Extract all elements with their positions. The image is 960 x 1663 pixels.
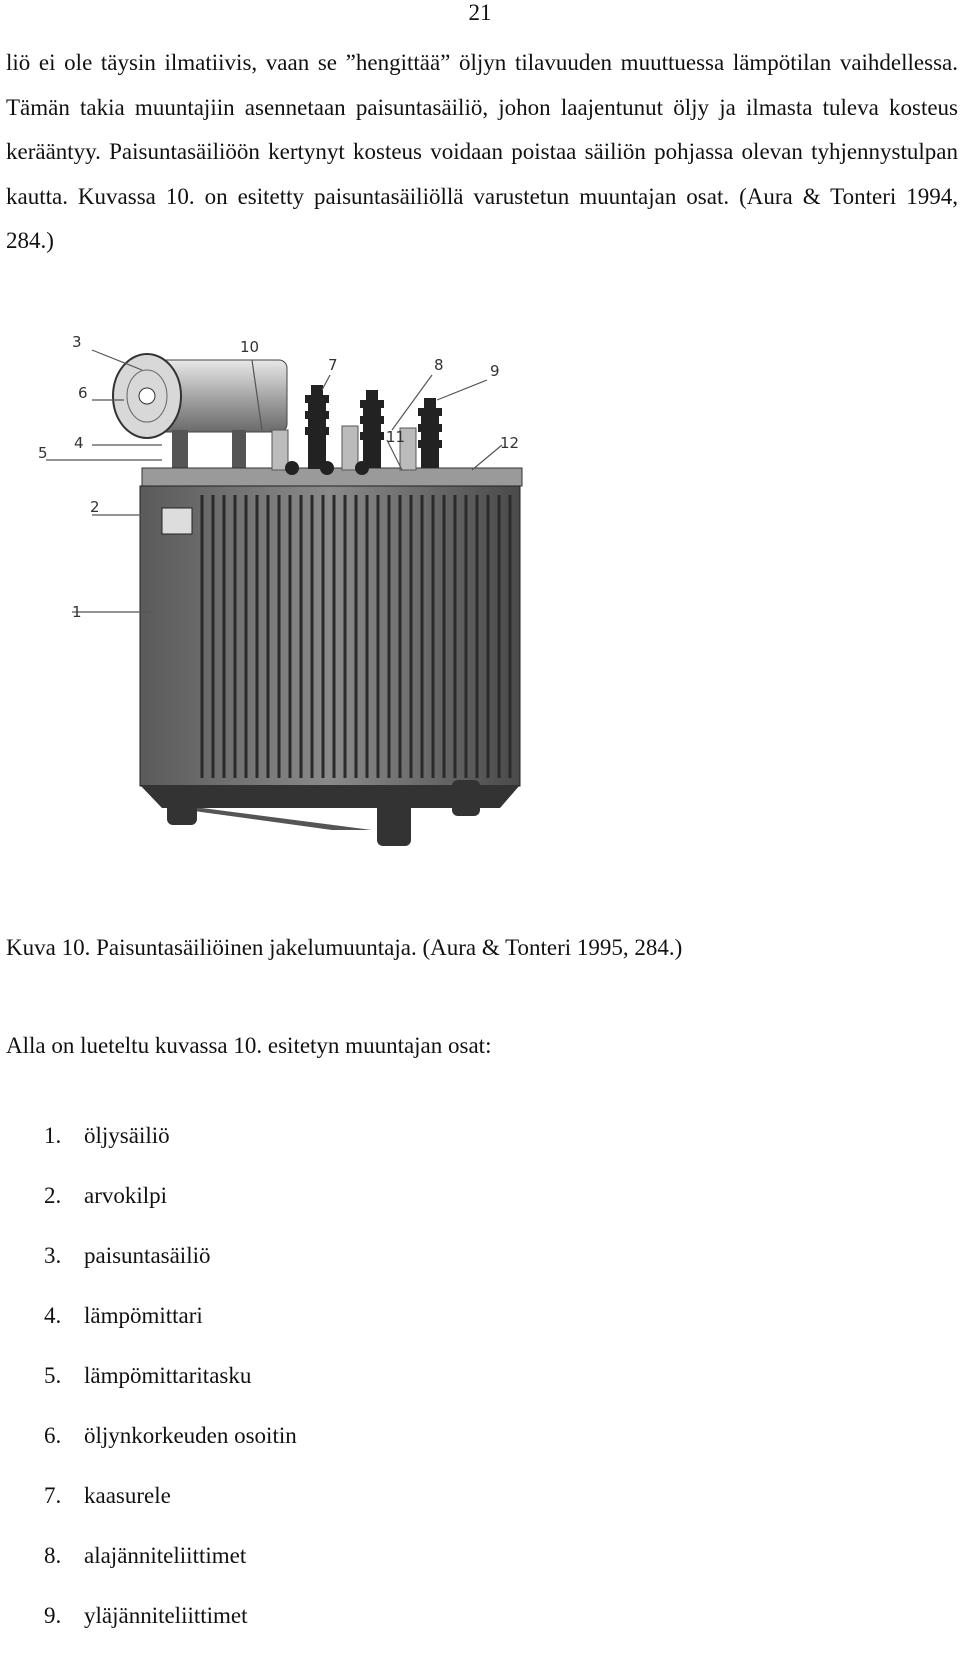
transformer-illustration <box>32 330 592 890</box>
callout-11: 11 <box>386 428 406 446</box>
callout-10: 10 <box>240 338 260 356</box>
callout-9: 9 <box>490 362 500 380</box>
list-item-number: 9. <box>44 1603 62 1628</box>
callout-8: 8 <box>434 356 444 374</box>
rating-plate <box>162 508 192 534</box>
list-item-number: 7. <box>44 1483 62 1508</box>
list-item-number: 4. <box>44 1303 62 1328</box>
callout-4: 4 <box>74 434 84 452</box>
callout-12: 12 <box>500 434 520 452</box>
body-paragraph: liö ei ole täysin ilmatiivis, vaan se ”hengittää” öljyn tilavuuden muuttuessa lämpötilan vaihdellessa. Tämän takia muuntajiin asennetaan paisuntasäiliö, johon laajentunut öljy ja ilmasta tuleva kosteus kerääntyy. Paisuntasäiliöön kertynyt kosteus voidaan poistaa säiliön pohjassa olevan tyhjennystulpan kautta. Kuvassa 10. on esitetty paisuntasäiliöllä varustetun muuntajan osat. (Aura & Tonteri 1994, 284.) <box>6 50 958 253</box>
list-item-label: arvokilpi <box>84 1183 168 1208</box>
callout-3: 3 <box>72 333 82 351</box>
page-number: 21 <box>468 0 492 25</box>
oil-tank <box>140 486 520 786</box>
list-item-number: 3. <box>44 1243 62 1268</box>
callout-2: 2 <box>90 498 100 516</box>
list-item-label: lämpömittari <box>84 1303 203 1328</box>
base-wheels <box>140 780 520 846</box>
list-item-label: yläjänniteliittimet <box>84 1603 248 1628</box>
list-item-label: öljynkorkeuden osoitin <box>84 1423 297 1448</box>
list-item-number: 5. <box>44 1363 62 1388</box>
list-item-number: 8. <box>44 1543 62 1568</box>
bushings <box>272 385 442 475</box>
callout-6: 6 <box>78 384 88 402</box>
list-item-label: kaasurele <box>84 1483 171 1508</box>
conservator-tank <box>113 354 287 470</box>
callout-7: 7 <box>328 356 338 374</box>
list-intro: Alla on lueteltu kuvassa 10. esitetyn muuntajan osat: <box>6 1033 492 1058</box>
list-item-number: 2. <box>44 1183 62 1208</box>
callout-1: 1 <box>72 603 82 621</box>
list-item-label: öljysäiliö <box>84 1123 170 1148</box>
list-item-number: 1. <box>44 1123 62 1148</box>
transformer-figure <box>32 330 592 890</box>
figure-caption: Kuva 10. Paisuntasäiliöinen jakelumuuntaja. (Aura & Tonteri 1995, 284.) <box>6 935 683 960</box>
list-item-label: paisuntasäiliö <box>84 1243 211 1268</box>
list-item-label: alajänniteliittimet <box>84 1543 247 1568</box>
list-item-number: 6. <box>44 1423 62 1448</box>
callout-5: 5 <box>38 444 48 462</box>
list-item-label: lämpömittaritasku <box>84 1363 252 1388</box>
